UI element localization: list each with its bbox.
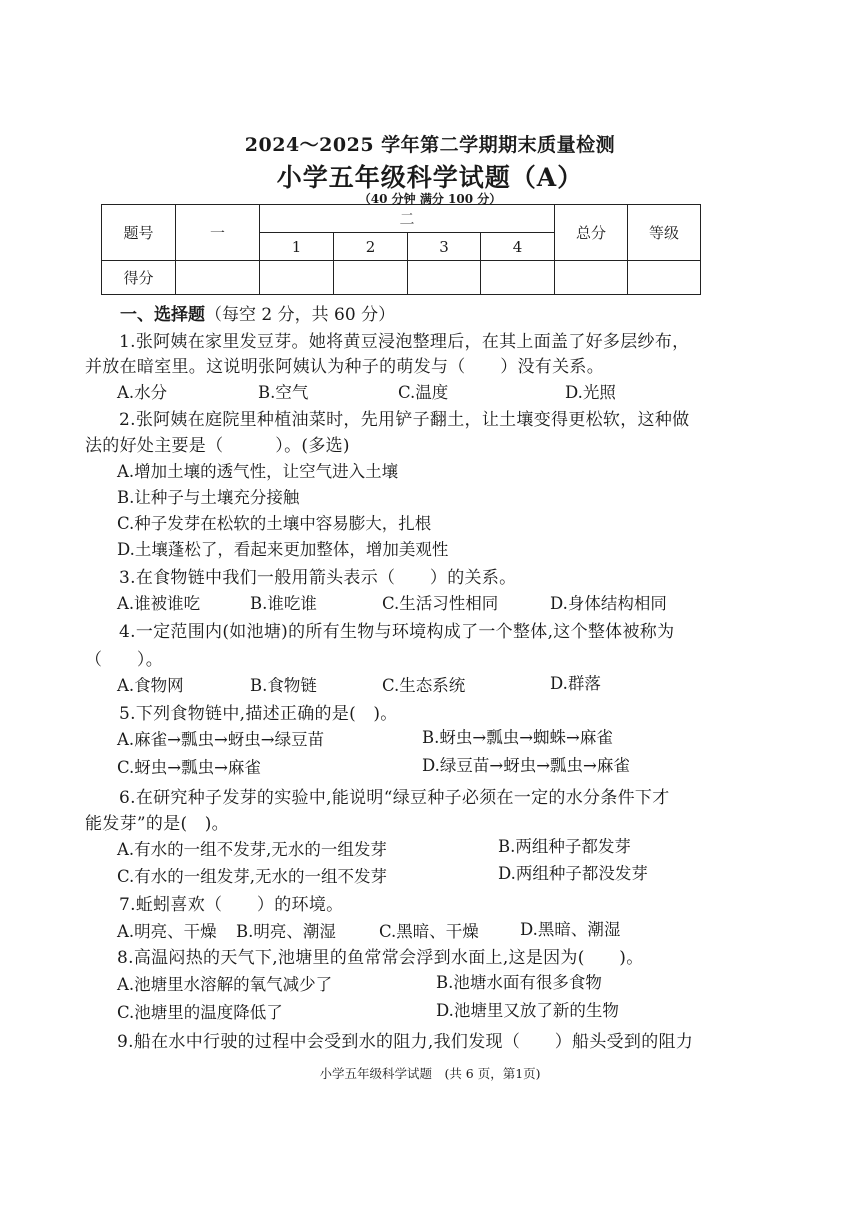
- q4-option-b: B.食物链: [250, 676, 317, 695]
- q2-option-d: D.土壤蓬松了，看起来更加整体，增加美观性: [117, 540, 449, 559]
- question-1-line-1: 1.张阿姨在家里发豆芽。她将黄豆浸泡整理后，在其上面盖了好多层纱布，: [119, 332, 690, 352]
- q3-option-a: A.谁被谁吃: [117, 594, 201, 613]
- score-cell[interactable]: [334, 261, 408, 295]
- score-cell[interactable]: [408, 261, 481, 295]
- q2-option-c: C.种子发芽在松软的土壤中容易膨大，扎根: [117, 514, 432, 533]
- question-1-line-2: 并放在暗室里。这说明张阿姨认为种子的萌发与（ ）没有关系。: [85, 357, 604, 377]
- score-table-sub-col: 2: [334, 233, 408, 261]
- q5-option-c: C.蚜虫→瓢虫→麻雀: [117, 758, 261, 777]
- question-5-line-1: 5.下列食物链中,描述正确的是( )。: [119, 704, 398, 724]
- score-cell[interactable]: [176, 261, 260, 295]
- section-heading: [120, 300, 395, 325]
- q2-option-b: B.让种子与土壤充分接触: [117, 488, 300, 507]
- q6-option-c: C.有水的一组发芽,无水的一组不发芽: [117, 867, 388, 886]
- q3-option-c: C.生活习性相同: [382, 594, 499, 613]
- q1-option-b: B.空气: [258, 383, 309, 402]
- score-table-row-score: 得分: [102, 261, 176, 295]
- question-2-line-2: 法的好处主要是（ ）。(多选): [85, 436, 350, 456]
- q3-option-b: B.谁吃谁: [250, 594, 317, 613]
- exam-duration-score: （40 分钟 满分 100 分）: [358, 192, 502, 206]
- score-cell[interactable]: [481, 261, 555, 295]
- question-3-line-1: 3.在食物链中我们一般用箭头表示（ ）的关系。: [119, 568, 517, 588]
- score-cell[interactable]: [260, 261, 334, 295]
- page-footer: 小学五年级科学试题 (共 6 页，第1页): [319, 1066, 541, 1081]
- section-title: 一、选择题: [120, 305, 205, 325]
- q7-option-c: C.黑暗、干燥: [379, 922, 479, 941]
- score-table-col-two: 二: [260, 205, 555, 233]
- score-table-col-one: 一: [176, 205, 260, 261]
- q4-option-c: C.生态系统: [382, 676, 466, 695]
- question-6-line-2: 能发芽”的是( )。: [85, 814, 229, 834]
- q1-option-a: A.水分: [117, 383, 168, 402]
- q8-option-a: A.池塘里水溶解的氧气减少了: [117, 975, 333, 994]
- question-4-line-1: 4.一定范围内(如池塘)的所有生物与环境构成了一个整体,这个整体被称为: [119, 622, 675, 642]
- q6-option-d: D.两组种子都没发芽: [498, 864, 648, 883]
- question-6-line-1: 6.在研究种子发芽的实验中,能说明“绿豆种子必须在一定的水分条件下才: [119, 788, 670, 808]
- q4-option-a: A.食物网: [117, 676, 184, 695]
- question-2-line-1: 2.张阿姨在庭院里种植油菜时，先用铲子翻土，让土壤变得更松软，这种做: [119, 410, 690, 430]
- q8-option-b: B.池塘水面有很多食物: [436, 973, 602, 992]
- score-table: [101, 204, 701, 295]
- q3-option-d: D.身体结构相同: [550, 594, 667, 613]
- score-table-col-grade: 等级: [628, 205, 701, 261]
- question-4-line-2: （ ）。: [85, 650, 163, 670]
- exam-period-title: 2024～2025 学年第二学期期末质量检测: [244, 134, 616, 156]
- q5-option-b: B.蚜虫→瓢虫→蜘蛛→麻雀: [422, 728, 613, 747]
- score-cell[interactable]: [628, 261, 701, 295]
- q5-option-d: D.绿豆苗→蚜虫→瓢虫→麻雀: [422, 756, 630, 775]
- q7-option-d: D.黑暗、潮湿: [520, 920, 621, 939]
- question-7-line-1: 7.蚯蚓喜欢（ ）的环境。: [119, 895, 344, 915]
- q6-option-b: B.两组种子都发芽: [498, 837, 631, 856]
- q6-option-a: A.有水的一组不发芽,无水的一组发芽: [117, 840, 387, 859]
- score-table-header-question: 题号: [102, 205, 176, 261]
- q7-option-b: B.明亮、潮湿: [236, 922, 336, 941]
- q8-option-d: D.池塘里又放了新的生物: [436, 1001, 619, 1020]
- score-table-col-total: 总分: [555, 205, 628, 261]
- q4-option-d: D.群落: [550, 674, 601, 693]
- question-9-line-1: 9.船在水中行驶的过程中会受到水的阻力,我们发现（ ）船头受到的阻力: [117, 1032, 694, 1052]
- q5-option-a: A.麻雀→瓢虫→蚜虫→绿豆苗: [117, 730, 325, 749]
- question-8-line-1: 8.高温闷热的天气下,池塘里的鱼常常会浮到水面上,这是因为( )。: [117, 948, 644, 968]
- section-note: （每空 2 分，共 60 分）: [205, 305, 396, 325]
- q2-option-a: A.增加土壤的透气性，让空气进入土壤: [117, 462, 399, 481]
- score-table-sub-col: 1: [260, 233, 334, 261]
- score-table-sub-col: 3: [408, 233, 481, 261]
- q1-option-c: C.温度: [398, 383, 449, 402]
- score-table-sub-col: 4: [481, 233, 555, 261]
- q1-option-d: D.光照: [565, 383, 616, 402]
- q8-option-c: C.池塘里的温度降低了: [117, 1003, 283, 1022]
- q7-option-a: A.明亮、干燥: [117, 922, 217, 941]
- exam-title: 小学五年级科学试题（A）: [276, 163, 584, 192]
- score-cell[interactable]: [555, 261, 628, 295]
